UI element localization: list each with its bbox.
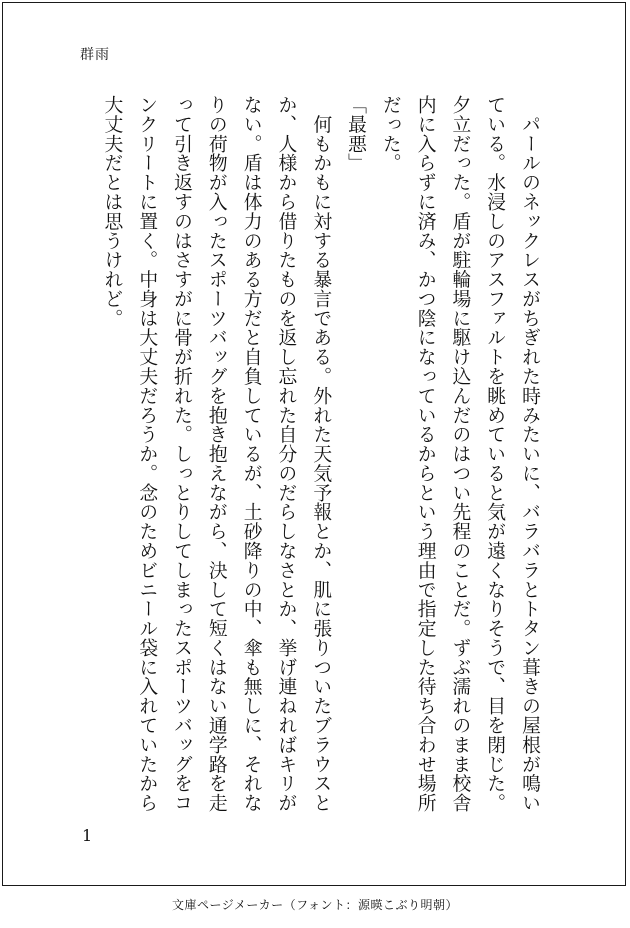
book-title: 群雨 (80, 47, 110, 63)
paragraph-narration: 何もかもに対する暴言である。外れた天気予報とか、肌に張りついたブラウスとか、人様から借りたものを返し忘れた自分のだらしなさとか、挙げ連ねればキリがない。盾は体力のある方だと自負しているが、土砂降りの中、傘も無しに、それなりの荷物が入ったスポーツバッグを抱き抱えながら、決して短くはない通学路を走って引き返すのはさすがに骨が折れた。しっとりしてしまったスポーツバッグをコンクリートに置く。中身は大丈夫だろうか。念のためビニール袋に入れていたから大丈夫だとは思うけれど。 (101, 95, 332, 813)
footer-credit: 文庫ページメーカー（フォント：源暎こぶり明朝） (171, 898, 459, 912)
paragraph-dialogue: 「最悪」 (345, 95, 367, 173)
page-number: 1 (82, 826, 93, 845)
paragraph-opening: パールのネックレスがちぎれた時みたいに、バラバラとトタン葺きの屋根が鳴いている。水浸しのアスファルトを眺めていると気が遠くなりそうで、目を閉じた。夕立だった。盾が駐輪場に駆け込んだのはつい先程のことだ。ずぶ濡れのまま校舎内に入らずに済み、かつ陰になっているからという理由で指定した待ち合わせ場所だった。 (379, 95, 540, 813)
vertical-text-body (66, 95, 546, 815)
